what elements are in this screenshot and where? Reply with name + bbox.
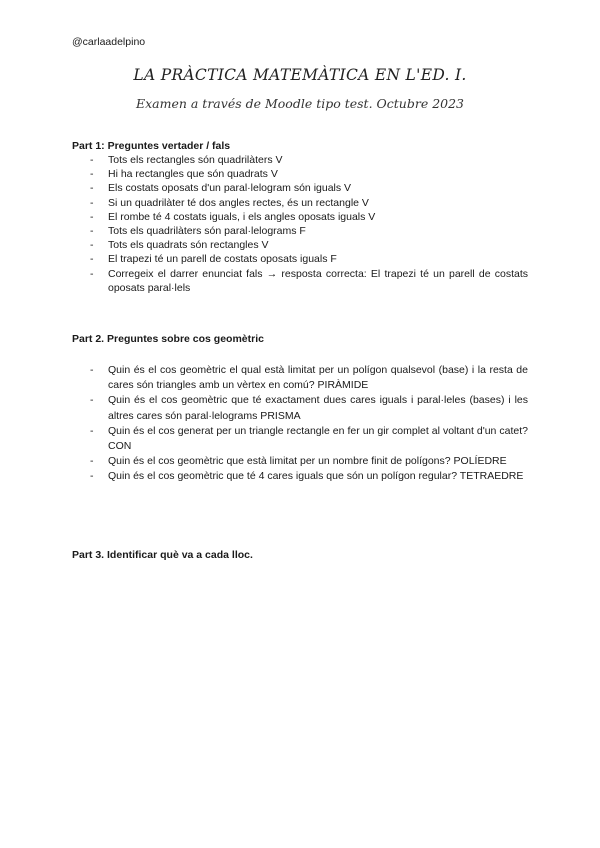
list-item: [72, 238, 528, 252]
part-3-heading: Part 3. Identificar què va a cada lloc.: [72, 549, 253, 561]
list-item-text: Corregeix el darrer enunciat fals → resposta correcta: El trapezi té un parell de costats oposats paral·lels: [108, 267, 528, 294]
list-item-text: Quin és el cos geomètric el qual està limitat per un polígon qualsevol (base) i la resta de cares són triangles amb un vèrtex en comú? PIRÀMIDE: [108, 364, 528, 392]
part-2-section: [72, 332, 528, 485]
list-item: [72, 153, 528, 167]
bullet-dash: -: [90, 168, 94, 181]
bullet-dash: -: [90, 154, 94, 166]
bullet-dash: -: [90, 424, 94, 437]
bullet-dash: -: [90, 239, 94, 252]
part-1-section: [72, 139, 528, 295]
list-item-text: El trapezi té un parell de costats oposats iguals F: [108, 253, 337, 266]
bullet-dash: -: [90, 196, 94, 209]
list-item-text: Tots els quadrilàters són paral·lelograms F: [108, 225, 306, 238]
list-item-text: Hi ha rectangles que són quadrats V: [108, 168, 278, 181]
list-item: [72, 363, 528, 393]
list-item-text: Si un quadrilàter té dos angles rectes, és un rectangle V: [108, 196, 369, 209]
part-1-heading: Part 1: Preguntes vertader / fals: [72, 140, 231, 152]
part-1-list: [72, 153, 528, 295]
list-item: [72, 424, 528, 454]
list-item: [72, 210, 528, 224]
list-item-text: El rombe té 4 costats iguals, i els angles oposats iguals V: [108, 210, 376, 223]
document-title: LA PRÀCTICA MATEMÀTICA EN L'ED. I.: [133, 66, 467, 84]
bullet-dash: -: [90, 182, 94, 195]
list-item: [72, 196, 528, 210]
list-item-text: Quin és el cos geomètric que té exactament dues cares iguals i paral·leles (bases) i les altres cares són paral·lelograms PRISMA: [108, 394, 528, 422]
author-handle: @carlaadelpino: [72, 36, 146, 48]
list-item-text: Quin és el cos geomètric que està limitat per un nombre finit de polígons? POLÍEDRE: [108, 455, 507, 468]
list-item: [72, 181, 528, 195]
bullet-dash: -: [90, 225, 94, 238]
list-item: [72, 454, 528, 469]
part-2-heading: Part 2. Preguntes sobre cos geomètric: [72, 333, 264, 345]
bullet-dash: -: [90, 253, 94, 266]
list-item-text: Quin és el cos generat per un triangle rectangle en fer un gir complet al voltant d'un catet? CON: [108, 424, 528, 453]
list-item: [72, 469, 528, 484]
list-item: [72, 224, 528, 238]
list-item: [72, 167, 528, 181]
bullet-dash: -: [90, 210, 94, 223]
bullet-dash: -: [90, 455, 94, 468]
bullet-dash: -: [90, 364, 94, 376]
list-item-text: Els costats oposats d'un paral·lelogram són iguals V: [108, 182, 352, 195]
bullet-dash: -: [90, 470, 94, 483]
document-subtitle: Examen a través de Moodle tipo test. Octubre 2023: [135, 96, 465, 111]
part-2-list: [72, 363, 528, 485]
list-item-text: Tots els quadrats són rectangles V: [108, 239, 269, 252]
list-item-text: Quin és el cos geomètric que té 4 cares iguals que són un polígon regular? TETRAEDRE: [108, 470, 524, 483]
list-item: [72, 393, 528, 423]
list-item: [72, 252, 528, 266]
list-item: [72, 267, 528, 295]
bullet-dash: -: [90, 394, 94, 407]
bullet-dash: -: [90, 267, 94, 280]
list-item-text: Tots els rectangles són quadrilàters V: [108, 154, 283, 166]
part-3-section: [72, 548, 528, 562]
